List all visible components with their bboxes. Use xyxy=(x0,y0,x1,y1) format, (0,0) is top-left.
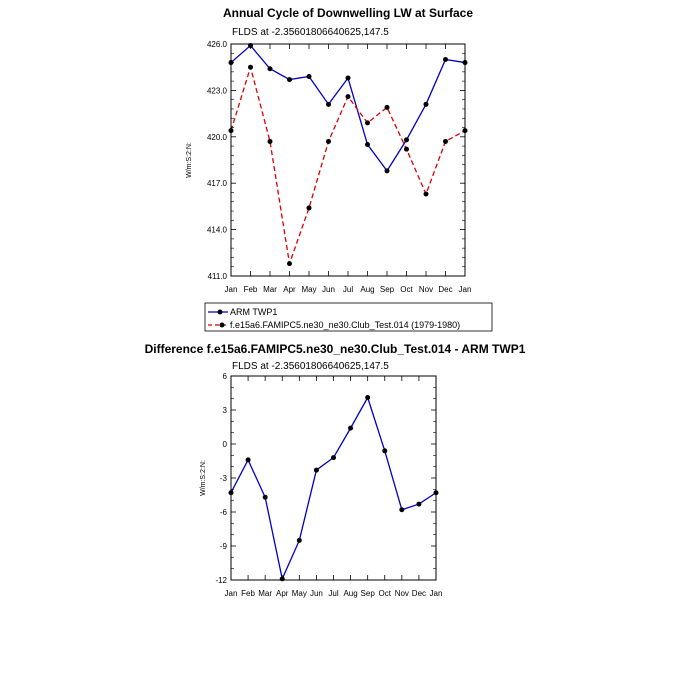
x-tick-label: Jul xyxy=(342,285,354,294)
x-tick-label: Sep xyxy=(379,285,395,294)
bottom-panel xyxy=(145,342,526,598)
series-0-point xyxy=(365,395,370,400)
x-tick-label: May xyxy=(291,589,307,598)
series-line-0 xyxy=(231,398,436,579)
x-tick-label: Jun xyxy=(309,589,323,598)
x-tick-label: Jun xyxy=(322,285,335,294)
series-0-point xyxy=(268,66,273,71)
series-1-point xyxy=(365,120,370,125)
y-tick-label: 423.0 xyxy=(206,86,227,96)
series-0-point xyxy=(346,76,351,81)
x-tick-label: Jul xyxy=(328,589,339,598)
legend-label-model: f.e15a6.FAMIPC5.ne30_ne30.Club_Test.014 (1979-1980) xyxy=(230,320,461,330)
series-1-point xyxy=(248,65,253,70)
series-1-point xyxy=(385,105,390,110)
series-0-point xyxy=(246,457,251,462)
legend-marker-model xyxy=(220,323,225,328)
series-0-point xyxy=(263,495,268,500)
x-tick-label: Mar xyxy=(258,589,273,598)
y-tick-label: 411.0 xyxy=(207,272,227,281)
legend-label-arm: ARM TWP1 xyxy=(230,307,278,317)
series-0-point xyxy=(404,137,409,142)
y-tick-label: 417.0 xyxy=(206,179,227,189)
diff-chart-title: Difference f.e15a6.FAMIPC5.ne30_ne30.Club_Test.014 - ARM TWP1 xyxy=(144,342,526,356)
top-panel xyxy=(186,6,492,331)
legend xyxy=(205,303,492,331)
series-1-point xyxy=(443,139,448,144)
y-tick-label: -9 xyxy=(219,542,227,551)
x-tick-label: Jan xyxy=(458,285,472,294)
x-tick-label: Feb xyxy=(241,589,255,598)
x-tick-label: Jan xyxy=(429,589,443,598)
x-tick-label: Sep xyxy=(360,589,375,598)
y-tick-label: 0 xyxy=(222,440,227,449)
y-tick-label: 414.0 xyxy=(206,225,227,235)
y-tick-label: 3 xyxy=(222,406,227,415)
series-1-point xyxy=(424,192,429,197)
x-tick-label: Mar xyxy=(263,285,277,294)
series-0-point xyxy=(287,77,292,82)
diff-y-axis-label: W/m:S:2:N: xyxy=(200,460,207,496)
chart-subtitle: FLDS at -2.35601806640625,147.5 xyxy=(232,27,389,38)
y-tick-label: -3 xyxy=(219,474,227,483)
chart-title: Annual Cycle of Downwelling LW at Surface xyxy=(222,6,474,20)
series-1-point xyxy=(326,139,331,144)
series-1-point xyxy=(268,139,273,144)
series-0-point xyxy=(416,502,421,507)
series-line-0 xyxy=(231,46,465,171)
y-tick-label: 6 xyxy=(222,372,227,381)
x-tick-label: Aug xyxy=(343,589,358,598)
series-1-point xyxy=(287,261,292,266)
series-0-point xyxy=(326,102,331,107)
series-0-point xyxy=(424,102,429,107)
series-0-point xyxy=(348,426,353,431)
series-0-point xyxy=(331,455,336,460)
x-tick-label: Nov xyxy=(418,285,434,294)
y-tick-label: -12 xyxy=(215,576,227,585)
series-0-point xyxy=(385,168,390,173)
y-tick-label: 420.0 xyxy=(206,132,227,142)
x-tick-label: Apr xyxy=(276,589,289,598)
y-tick-label: -6 xyxy=(219,508,227,517)
series-1-point xyxy=(404,147,409,152)
series-0-point xyxy=(365,142,370,147)
series-0-point xyxy=(307,74,312,79)
legend-marker-arm xyxy=(218,310,223,315)
series-1-point xyxy=(307,205,312,210)
series-0-point xyxy=(443,57,448,62)
series-0-point xyxy=(382,448,387,453)
series-0-point xyxy=(314,468,319,473)
x-tick-label: May xyxy=(301,285,317,294)
y-tick-label: 426.0 xyxy=(206,40,227,49)
x-tick-label: Jan xyxy=(224,589,238,598)
diff-plot-frame xyxy=(231,376,436,580)
series-1-point xyxy=(346,94,351,99)
x-tick-label: Oct xyxy=(378,589,391,598)
diff-chart-subtitle: FLDS at -2.35601806640625,147.5 xyxy=(232,361,389,372)
series-0-point xyxy=(297,538,302,543)
x-tick-label: Dec xyxy=(411,589,427,598)
x-tick-label: Apr xyxy=(283,285,296,294)
x-tick-label: Feb xyxy=(243,285,258,294)
x-tick-label: Jan xyxy=(224,285,238,294)
x-tick-label: Dec xyxy=(438,285,453,294)
x-tick-label: Oct xyxy=(400,285,413,294)
series-0-point xyxy=(399,507,404,512)
y-axis-label: W/m:S:2:N: xyxy=(186,142,193,178)
x-tick-label: Nov xyxy=(394,589,409,598)
x-tick-label: Aug xyxy=(360,285,375,294)
